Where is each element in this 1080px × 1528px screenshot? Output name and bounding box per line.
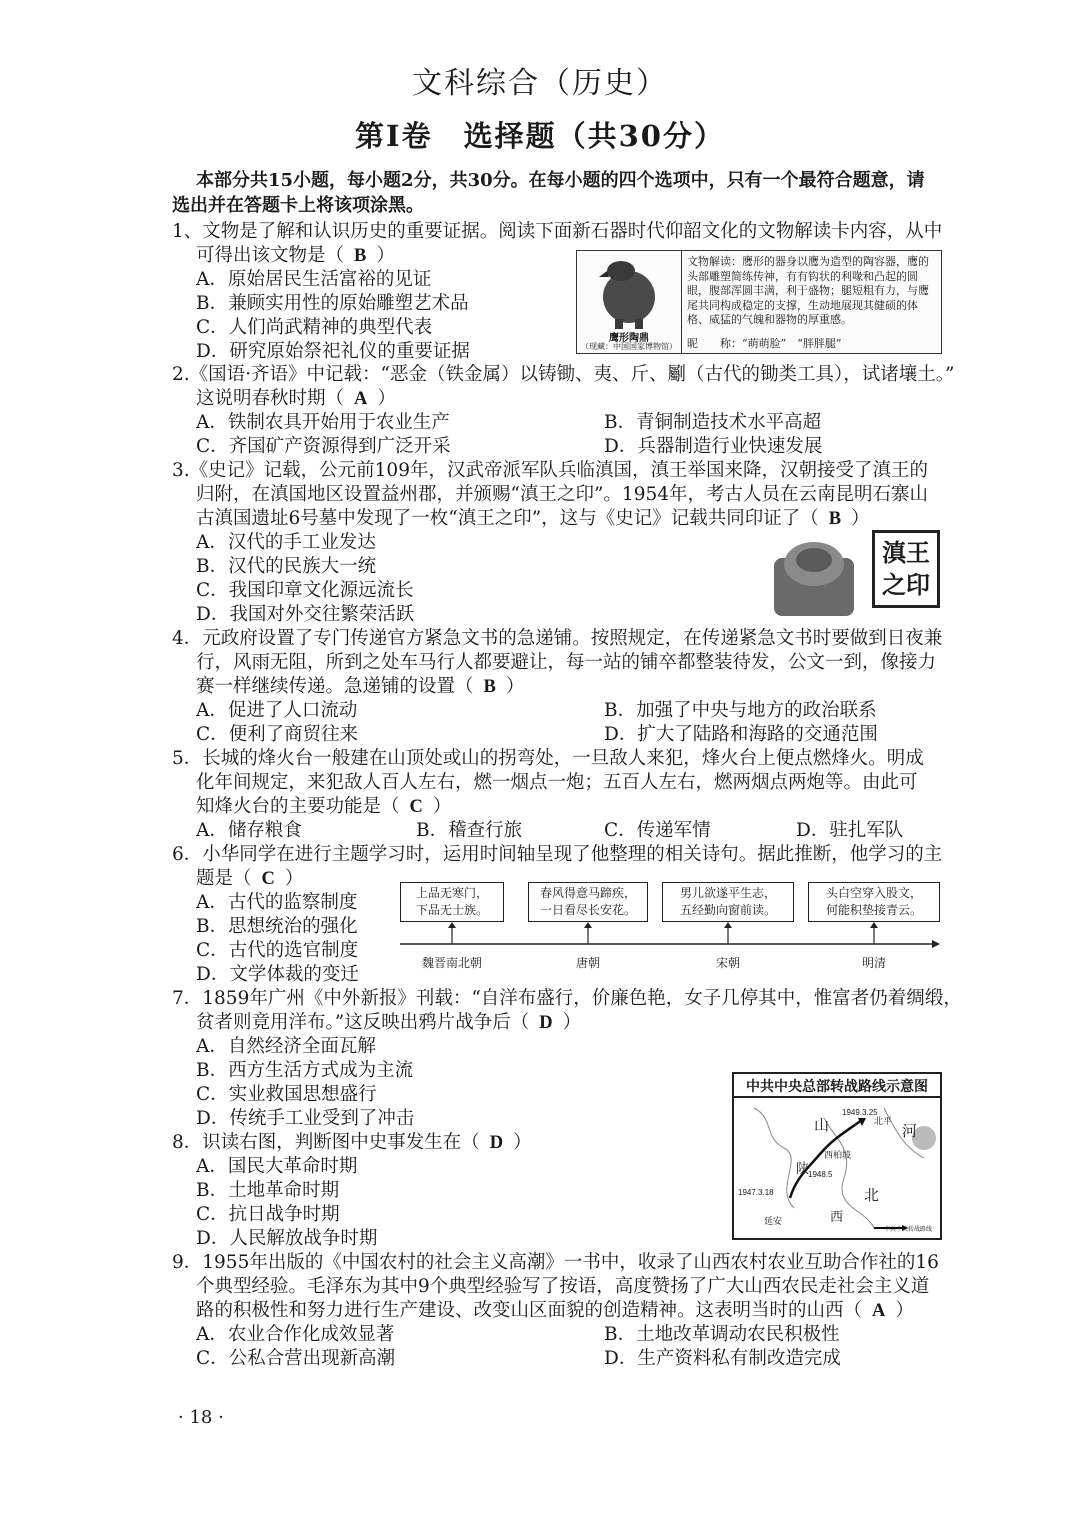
q5-option-a: A．储存粮食 xyxy=(196,820,302,841)
question-3-stem-line-3: 古滇国遗址6号墓中发现了一枚“滇王之印”，这与《史记》记载共同印证了（ B ） xyxy=(196,508,870,529)
answer-3: B xyxy=(828,509,842,529)
gold-seal-photo xyxy=(768,530,860,622)
q8-option-d: D．人民解放战争时期 xyxy=(196,1228,378,1249)
map-label-he: 河 xyxy=(902,1123,918,1140)
question-2-stem-line-2: 这说明春秋时期（ A ） xyxy=(196,388,396,409)
map-label-date-3: 1948.5 xyxy=(808,1170,833,1179)
eagle-pottery-image xyxy=(585,257,673,329)
q9-option-c: C．公私合营出现新高潮 xyxy=(196,1348,396,1369)
q7-option-b: B．西方生活方式成为主流 xyxy=(196,1060,414,1081)
artifact-nickname: 昵 称：“萌萌脸” “胖胖腿” xyxy=(687,337,842,350)
timeline-poem-2: 春风得意马蹄疾， 一日看尽长安花。 xyxy=(528,882,648,922)
q1-option-b: B．兼顾实用性的原始雕塑艺术品 xyxy=(196,293,469,314)
q2-option-d: D．兵器制造行业快速发展 xyxy=(604,436,823,457)
q7-option-a: A．自然经济全面瓦解 xyxy=(196,1036,376,1057)
map-label-bei: 北 xyxy=(864,1187,880,1204)
timeline-poem-3: 男儿欲遂平生志， 五经勤向窗前读。 xyxy=(662,882,794,922)
timeline-era-3: 宋朝 xyxy=(715,956,740,970)
q6-option-b: B．思想统治的强化 xyxy=(196,916,358,937)
q7-option-c: C．实业救国思想盛行 xyxy=(196,1084,377,1105)
q5-option-c: C．传递军情 xyxy=(604,820,711,841)
section-title: 第Ⅰ卷 选择题（共30分） xyxy=(355,119,725,153)
question-6-stem-line-1: 6．小华同学在进行主题学习时，运用时间轴呈现了他整理的相关诗句。据此推断，他学习的主 xyxy=(172,844,943,865)
q2-option-b: B．青铜制造技术水平高超 xyxy=(604,412,822,433)
q6-option-a: A．古代的监察制度 xyxy=(196,892,358,913)
q8-option-c: C．抗日战争时期 xyxy=(196,1204,340,1225)
question-5-stem-line-3: 知烽火台的主要功能是（ C ） xyxy=(196,796,452,817)
question-3-stem-line-1: 3.《史记》记载，公元前109年，汉武帝派军队兵临滇国，滇王举国来降，汉朝接受了滇王的 xyxy=(172,460,928,481)
answer-7: D xyxy=(539,1013,553,1033)
map-label-yanan: 延安 xyxy=(764,1216,783,1226)
map-label-date-2: 1949.3.25 xyxy=(842,1108,878,1117)
map-legend: 中共中央转战路线 xyxy=(884,1227,933,1233)
q3-option-a: A．汉代的手工业发达 xyxy=(196,532,376,553)
question-5-stem-line-2: 化年间规定，来犯敌人百人左右，燃一烟点一炮；五百人左右，燃两烟点两炮等。由此可 xyxy=(196,772,918,793)
timeline-poem-1: 上品无寒门， 下品无士族。 xyxy=(400,882,504,922)
answer-5: C xyxy=(409,797,423,817)
seal-text-line-1: 滇王 xyxy=(882,538,930,567)
map-label-shan: 山 xyxy=(814,1117,830,1134)
question-1-stem-line-2: 可得出该文物是（ B ） xyxy=(196,245,395,266)
timeline-era-4: 明清 xyxy=(861,956,886,970)
map-label-shaan: 陕 xyxy=(796,1161,810,1176)
seal-text-line-2: 之印 xyxy=(882,570,930,599)
question-9-stem-line-3: 路的积极性和努力进行生产建设、改变山区面貌的创造精神。这表明当时的山西（ A ） xyxy=(196,1300,914,1321)
question-5-stem-line-1: 5．长城的烽火台一般建在山顶处或山的拐弯处，一旦敌人来犯，烽火台上便点燃烽火。明成 xyxy=(172,748,924,769)
timeline xyxy=(400,882,940,972)
page-number: · 18 · xyxy=(178,1407,224,1428)
question-9-stem-line-1: 9．1955年出版的《中国农村的社会主义高潮》一书中，收录了山西农村农业互助合作社的16 xyxy=(172,1252,939,1273)
map-label-xi: 西 xyxy=(830,1209,844,1224)
q9-option-d: D．生产资料私有制改造完成 xyxy=(604,1348,841,1369)
q9-option-b: B．土地改革调动农民积极性 xyxy=(604,1324,840,1345)
q6-option-c: C．古代的选官制度 xyxy=(196,940,359,961)
q4-option-d: D．扩大了陆路和海路的交通范围 xyxy=(604,724,878,745)
timeline-axis xyxy=(400,922,940,948)
map-label-beiping: 北平 xyxy=(874,1116,893,1126)
question-7-stem-line-2: 贫者则竟用洋布。”这反映出鸦片战争后（ D ） xyxy=(196,1012,582,1033)
question-2-stem-line-1: 2.《国语·齐语》中记载：“恶金（铁金属）以铸锄、夷、斤、劚（古代的锄类工具），试诸壤土。” xyxy=(172,364,955,385)
timeline-era-1: 魏晋南北朝 xyxy=(421,956,482,970)
q8-option-a: A．国民大革命时期 xyxy=(196,1156,358,1177)
instructions: 本部分共15小题，每小题2分，共30分。在每小题的四个选项中，只有一个最符合题意，请选出并在答题卡上将该项涂黑。 xyxy=(172,170,925,216)
artifact-card xyxy=(576,250,942,354)
q7-option-d: D．传统手工业受到了冲击 xyxy=(196,1108,415,1129)
question-4-stem-line-3: 赛一样继续传递。急递铺的设置（ B ） xyxy=(196,676,525,697)
answer-6: C xyxy=(261,869,275,889)
q1-option-a: A．原始居民生活富裕的见证 xyxy=(196,269,432,290)
q2-option-c: C．齐国矿产资源得到广泛开采 xyxy=(196,436,451,457)
page-title: 文科综合（历史） xyxy=(412,66,668,101)
answer-8: D xyxy=(489,1133,504,1153)
artifact-source: （现藏：中国国家博物馆） xyxy=(581,342,677,351)
card-divider xyxy=(681,251,682,353)
q8-option-b: B．土地革命时期 xyxy=(196,1180,340,1201)
q9-option-a: A．农业合作化成效显著 xyxy=(196,1324,395,1345)
q5-option-d: D．驻扎军队 xyxy=(796,820,904,841)
question-7-stem-line-1: 7．1859年广州《中外新报》刊载：“自洋布盛行，价廉色艳，女子几停其中，惟富者仍着绸缎， xyxy=(172,988,962,1009)
q4-option-c: C．便利了商贸往来 xyxy=(196,724,359,745)
question-9-stem-line-2: 个典型经验。毛泽东为其中9个典型经验写了按语，高度赞扬了广大山西农民走社会主义道 xyxy=(196,1276,930,1297)
answer-9: A xyxy=(872,1301,886,1321)
map-title: 中共中央总部转战路线示意图 xyxy=(746,1078,928,1094)
question-8-stem-line-1: 8．识读右图，判断图中史事发生在（ D ） xyxy=(172,1132,532,1153)
q1-option-c: C．人们尚武精神的典型代表 xyxy=(196,317,433,338)
answer-1: B xyxy=(354,246,367,266)
q6-option-d: D．文学体裁的变迁 xyxy=(196,964,359,985)
q3-option-b: B．汉代的民族大一统 xyxy=(196,556,377,577)
question-6-stem-line-2: 题是（ C ） xyxy=(196,868,304,889)
q2-option-a: A．铁制农具开始用于农业生产 xyxy=(196,412,450,433)
timeline-era-2: 唐朝 xyxy=(575,956,600,970)
q1-option-d: D．研究原始祭祀礼仪的重要证据 xyxy=(196,341,470,362)
artifact-description: 文物解读：鹰形的器身以鹰为造型的陶容器，鹰的头部雕塑简练传神，有有钩状的利喙和凸起的圆眼，腹部浑圆丰满，利于盛物；腿短粗有力，与鹰尾共同构成稳定的支撑，生动地展现其健硕的体格、威猛的气魄和器物的厚重感。 xyxy=(687,255,929,326)
q3-option-d: D．我国对外交往繁荣活跃 xyxy=(196,604,415,625)
q4-option-a: A．促进了人口流动 xyxy=(196,700,358,721)
question-3-stem-line-2: 归附，在滇国地区设置益州郡，并颁赐“滇王之印”。1954年，考古人员在云南昆明石寨山 xyxy=(196,484,928,505)
q5-option-b: B．稽查行旅 xyxy=(416,820,523,841)
q3-option-c: C．我国印章文化源远流长 xyxy=(196,580,414,601)
route-map xyxy=(732,1072,942,1240)
answer-2: A xyxy=(354,389,368,409)
map-label-date-1: 1947.3.18 xyxy=(738,1188,774,1197)
artifact-caption: 鹰形陶鼎 xyxy=(609,333,649,344)
seal-impression xyxy=(872,530,940,608)
map-label-xibaipo: 西柏坡 xyxy=(824,1150,852,1160)
timeline-poem-4: 头白空穿入股文， 何能积垫接青云。 xyxy=(808,882,940,922)
q4-option-b: B．加强了中央与地方的政治联系 xyxy=(604,700,877,721)
question-4-stem-line-2: 行，风雨无阻，所到之处车马行人都要避让，每一站的铺卒都整装待发，公文一到，像接力 xyxy=(196,652,937,673)
answer-4: B xyxy=(483,677,496,697)
question-4-stem-line-1: 4．元政府设置了专门传递官方紧急文书的急递铺。按照规定，在传递紧急文书时要做到日夜兼 xyxy=(172,628,943,649)
question-1-stem-line-1: 1、文物是了解和认识历史的重要证据。阅读下面新石器时代仰韶文化的文物解读卡内容，从中 xyxy=(172,221,943,242)
